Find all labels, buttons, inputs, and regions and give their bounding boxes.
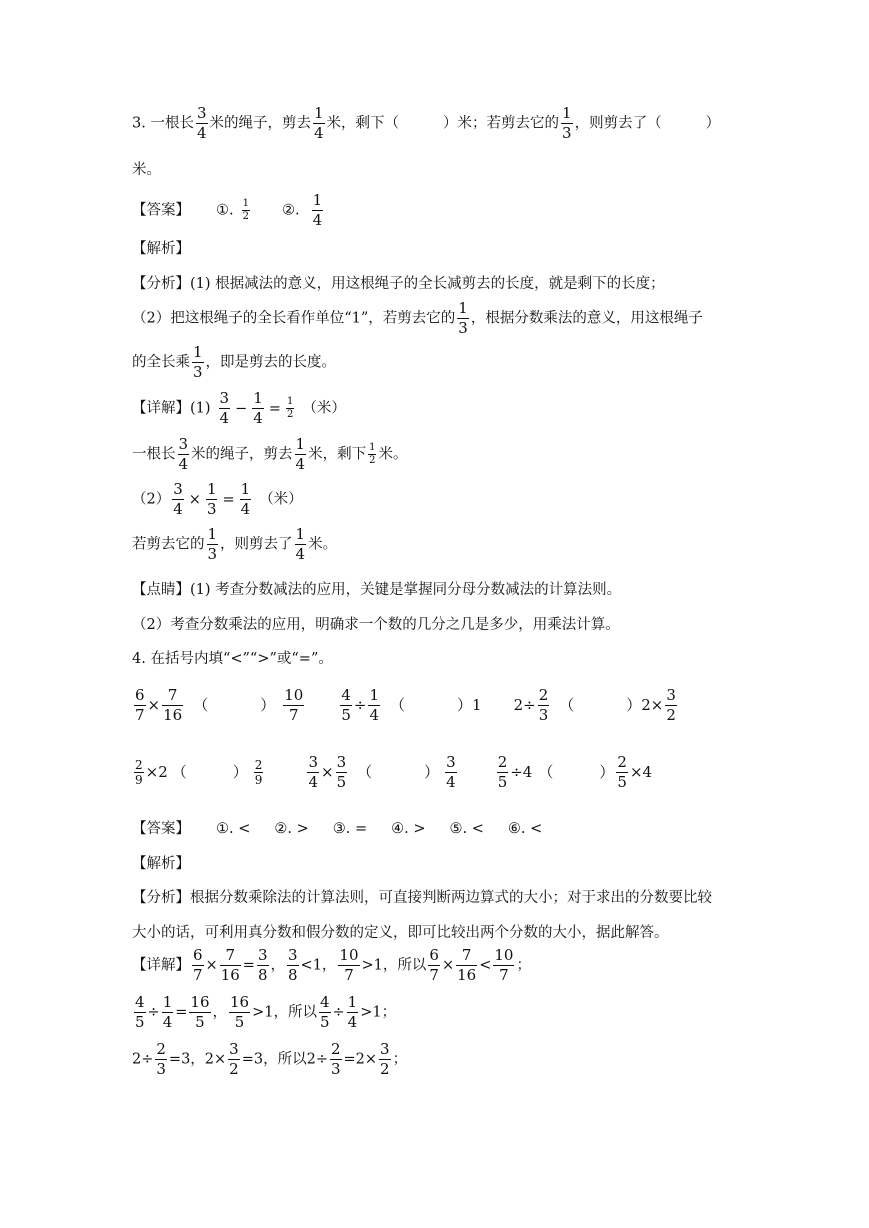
answer-2: ②. > (274, 821, 309, 837)
operator: × (147, 695, 161, 714)
fraction (338, 948, 359, 983)
denominator: 8 (257, 966, 268, 984)
operator: × (441, 957, 455, 974)
fraction (220, 948, 241, 983)
q4-item-4 (132, 758, 265, 787)
operator: ÷ (353, 695, 367, 714)
numerator: 3 (446, 753, 456, 771)
q3-answer-line (132, 193, 739, 228)
q4-answer-line (132, 817, 739, 838)
numerator: 2 (330, 1040, 341, 1058)
fraction (228, 1042, 240, 1077)
denominator: 7 (499, 966, 509, 984)
operator: × (205, 957, 218, 974)
equals-sign: = (268, 400, 281, 417)
operator: ÷ (332, 1004, 345, 1021)
fraction (219, 391, 231, 426)
fraction (368, 688, 380, 723)
fraction (379, 1042, 391, 1077)
q3-xiangjie-3 (132, 482, 739, 517)
fraction (178, 437, 190, 472)
denominator: 4 (162, 1013, 173, 1031)
denominator: 5 (617, 773, 627, 791)
fraction (493, 948, 514, 983)
text: 米，剩下（ (326, 115, 400, 132)
denominator: 2 (666, 706, 676, 724)
denominator: 3 (330, 1060, 341, 1078)
numerator: 10 (339, 946, 359, 964)
denominator: 4 (347, 1013, 358, 1031)
minus-sign: − (235, 400, 248, 417)
answer-label: 【答案】 (132, 202, 190, 219)
text: ； (516, 957, 531, 974)
denominator: 3 (458, 319, 468, 337)
text: =2× (343, 1051, 378, 1068)
unit: （米） (259, 491, 303, 508)
denominator: 4 (446, 773, 456, 791)
text: （2）把这根绳子的全长看作单位“1”，若剪去它的 (132, 310, 456, 327)
answer-2-mark: ②. (281, 202, 300, 219)
fraction (286, 397, 294, 420)
numerator: 4 (135, 993, 145, 1011)
numerator: 1 (347, 993, 358, 1011)
numerator: 1 (562, 104, 572, 122)
operator: ×2 (145, 762, 168, 781)
denominator: 9 (254, 773, 263, 787)
text: （2） (132, 491, 171, 508)
q4-detail-1 (132, 948, 739, 983)
numerator: 7 (220, 948, 241, 966)
fraction (307, 755, 319, 790)
numerator: 1 (312, 191, 323, 209)
answer-1-mark: ①. (216, 202, 234, 219)
denominator: 7 (344, 966, 354, 984)
fraction (368, 443, 376, 466)
denominator: 5 (195, 1013, 205, 1031)
fraction (172, 482, 184, 517)
text: ，则剪去了（ (574, 115, 662, 132)
numerator: 1 (295, 525, 306, 543)
numerator: 6 (193, 946, 203, 964)
numerator: 10 (284, 686, 304, 704)
detail-label: 【详解】(1) (132, 400, 211, 417)
text: ）米；若剪去它的 (443, 115, 560, 132)
paren-left: （ (193, 695, 209, 714)
paren-left: （ (538, 762, 554, 781)
denominator: 7 (193, 966, 203, 984)
denominator: 4 (314, 124, 324, 142)
q4-fenxi-2: 大小的话，可利用真分数和假分数的定义，即可比较出两个分数的大小，据此解答。 (132, 925, 669, 941)
numerator: 1 (193, 343, 203, 361)
denominator: 5 (319, 1013, 330, 1031)
denominator: 16 (457, 966, 477, 984)
fraction (428, 948, 440, 983)
numerator: 1 (369, 686, 380, 704)
denominator: 2 (242, 211, 249, 222)
numerator: 2 (254, 758, 263, 772)
denominator: 4 (369, 706, 380, 724)
fraction (192, 948, 204, 983)
fraction (134, 995, 146, 1030)
denominator: 4 (308, 773, 318, 791)
numerator: 3 (666, 686, 676, 704)
paren-right: ）1 (457, 695, 482, 714)
fraction (207, 527, 219, 562)
text: >1，所以 (361, 957, 427, 974)
q3-dianjing-1: 【点睛】(1) 考查分数减法的应用，关键是掌握同分母分数减法的计算法则。 (132, 582, 622, 598)
numerator: 2 (497, 753, 508, 771)
denominator: 2 (369, 455, 376, 466)
fraction (319, 995, 331, 1030)
numerator: 4 (341, 686, 351, 704)
numerator: 7 (162, 688, 183, 706)
numerator: 3 (196, 104, 207, 122)
fraction (287, 948, 299, 983)
numerator: 1 (314, 104, 324, 122)
fraction (134, 688, 146, 723)
q4-item-6 (495, 753, 653, 791)
fraction (155, 1042, 167, 1077)
text: >1，所以 (252, 1004, 317, 1021)
numerator: 3 (229, 1040, 239, 1058)
text: <1， (300, 957, 337, 974)
denominator: 5 (336, 773, 347, 791)
denominator: 5 (234, 1013, 245, 1031)
text: >1； (360, 1004, 397, 1021)
fraction (538, 688, 550, 723)
text: 2÷ (513, 695, 536, 714)
q3-prefix: 3. 一根长 (132, 115, 194, 132)
numerator: 7 (456, 948, 477, 966)
q3-question-line2: 米。 (132, 162, 161, 178)
denominator: 2 (229, 1060, 239, 1078)
equals-sign: = (222, 491, 235, 508)
fraction (134, 759, 144, 786)
fraction (254, 759, 264, 786)
fraction (240, 482, 252, 517)
q4-row-2 (132, 755, 739, 790)
text: ，则剪去了 (220, 536, 293, 553)
denominator: 3 (206, 500, 217, 518)
text: 米的绳子，剪去 (191, 446, 293, 463)
operator: < (479, 957, 492, 974)
denominator: 4 (196, 124, 207, 142)
operator: = (175, 1004, 188, 1021)
denominator: 4 (219, 409, 230, 427)
fraction (252, 391, 264, 426)
q3-fenxi-1: 【分析】(1) 根据减法的意义，用这根绳子的全长减剪去的长度，就是剩下的长度； (132, 276, 665, 292)
answer-4: ④. > (391, 821, 426, 837)
denominator: 16 (220, 966, 240, 984)
fraction (257, 948, 269, 983)
numerator: 16 (190, 993, 210, 1011)
denominator: 4 (240, 500, 251, 518)
denominator: 5 (341, 706, 351, 724)
numerator: 3 (380, 1040, 390, 1058)
denominator: 2 (286, 409, 294, 420)
fraction (192, 345, 204, 380)
unit: （米） (302, 400, 346, 417)
fraction (189, 995, 210, 1030)
text: 米。 (308, 536, 338, 553)
paren-left: （ (390, 695, 406, 714)
operator: ÷ (147, 1004, 160, 1021)
numerator: 2 (156, 1040, 166, 1058)
numerator: 3 (173, 480, 183, 498)
fraction (561, 106, 573, 141)
fraction (336, 755, 348, 790)
q3-fenxi-3 (132, 345, 739, 380)
text: ，根据分数乘法的意义，用这根绳子 (470, 310, 703, 327)
q4-detail-3 (132, 1042, 739, 1077)
text: 的全长乘 (132, 354, 190, 371)
numerator: 4 (319, 993, 330, 1011)
fraction (313, 106, 325, 141)
text: ； (392, 1051, 408, 1068)
numerator: 1 (206, 480, 217, 498)
q4-item-3 (513, 686, 679, 724)
denominator: 5 (135, 1013, 145, 1031)
operator: ×4 (629, 762, 653, 781)
operator: = (242, 957, 255, 974)
numerator: 3 (336, 753, 347, 771)
denominator: 4 (173, 500, 183, 518)
numerator: 6 (429, 946, 439, 964)
numerator: 3 (178, 435, 189, 453)
numerator: 1 (369, 442, 376, 453)
q4-row-1 (132, 688, 739, 723)
paren-right: ）2× (626, 695, 664, 714)
fraction (162, 995, 174, 1030)
answer-1: ①. < (216, 821, 251, 837)
denominator: 5 (497, 773, 508, 791)
fraction (497, 755, 509, 790)
paren-right: ） (424, 762, 440, 781)
paren-left: （ (559, 695, 575, 714)
q4-fenxi-1: 【分析】根据分数乘除法的计算法则，可直接判断两边算式的大小；对于求出的分数要比较 (132, 890, 712, 906)
q4-title: 4. 在括号内填“<”“>”或“=”。 (132, 651, 333, 667)
numerator: 1 (253, 389, 263, 407)
fraction (616, 755, 628, 790)
denominator: 3 (193, 363, 203, 381)
q3-fenxi-2 (132, 301, 739, 336)
denominator: 3 (562, 124, 572, 142)
paren-right: ） (599, 762, 615, 781)
q4-jiexi: 【解析】 (132, 856, 190, 872)
denominator: 8 (288, 966, 298, 984)
q4-detail-2 (132, 995, 739, 1030)
fraction (162, 688, 183, 723)
numerator: 2 (617, 753, 627, 771)
answer-1-fraction (242, 199, 250, 222)
paren-right: ） (260, 695, 276, 714)
denominator: 7 (289, 706, 299, 724)
fraction (206, 482, 218, 517)
text: ， (212, 1004, 227, 1021)
denominator: 3 (156, 1060, 166, 1078)
numerator: 1 (207, 525, 218, 543)
fraction (347, 995, 359, 1030)
denominator: 4 (178, 455, 189, 473)
denominator: 2 (380, 1060, 390, 1078)
text: 米，剩下 (308, 446, 367, 463)
text: 2÷ (132, 1051, 154, 1068)
fraction (330, 1042, 342, 1077)
q3-jiexi: 【解析】 (132, 241, 190, 257)
text: 米。 (378, 446, 408, 463)
fraction (295, 437, 307, 472)
q4-item-1 (132, 686, 306, 724)
denominator: 7 (135, 706, 145, 724)
fraction (283, 688, 304, 723)
denominator: 4 (253, 409, 263, 427)
denominator: 16 (163, 706, 183, 724)
text: 一根长 (132, 446, 176, 463)
numerator: 1 (240, 480, 251, 498)
times-sign: × (188, 491, 201, 508)
numerator: 1 (286, 396, 294, 407)
numerator: 16 (230, 993, 250, 1011)
denominator: 7 (429, 966, 439, 984)
answer-5: ⑤. < (449, 821, 484, 837)
paren-left: （ (171, 762, 187, 781)
fraction (445, 755, 457, 790)
text: ） (705, 115, 721, 132)
text: 米的绳子，剪去 (209, 115, 311, 132)
paren-right: ） (232, 762, 248, 781)
text: ，即是剪去的长度。 (205, 354, 337, 371)
fraction (340, 688, 352, 723)
q3-xiangjie-4 (132, 527, 739, 562)
operator: × (320, 762, 334, 781)
q3-dianjing-2: （2）考查分数乘法的应用，明确求一个数的几分之几是多少，用乘法计算。 (132, 617, 620, 633)
numerator: 1 (458, 299, 468, 317)
denominator: 3 (207, 545, 218, 563)
detail-label: 【详解】 (132, 957, 190, 974)
answer-6: ⑥. < (507, 821, 543, 837)
denominator: 4 (295, 545, 306, 563)
fraction (196, 106, 208, 141)
numerator: 2 (135, 758, 143, 772)
denominator: 4 (312, 211, 323, 229)
numerator: 1 (295, 435, 306, 453)
answer-label: 【答案】 (132, 821, 190, 837)
numerator: 3 (257, 946, 268, 964)
numerator: 3 (308, 753, 318, 771)
fraction (456, 948, 477, 983)
numerator: 1 (162, 993, 173, 1011)
fraction (665, 688, 677, 723)
operator: ÷4 (510, 762, 533, 781)
numerator: 1 (242, 198, 249, 209)
denominator: 3 (538, 706, 549, 724)
q3-xiangjie-1 (132, 391, 739, 426)
paren-left: （ (357, 762, 373, 781)
answer-3: ③. = (332, 821, 368, 837)
denominator: 4 (295, 455, 306, 473)
q4-item-5 (305, 753, 458, 791)
numerator: 10 (494, 946, 514, 964)
text: =3，2× (168, 1051, 227, 1068)
text: =3，所以2÷ (241, 1051, 328, 1068)
fraction (457, 301, 469, 336)
answer-2-fraction (312, 193, 324, 228)
numerator: 3 (288, 946, 298, 964)
fraction (229, 995, 250, 1030)
text: ， (270, 957, 285, 974)
q3-question-line1 (132, 106, 739, 141)
numerator: 6 (135, 686, 145, 704)
denominator: 9 (135, 773, 143, 787)
q4-item-2 (338, 686, 482, 724)
numerator: 2 (538, 686, 549, 704)
fraction (295, 527, 307, 562)
text: 若剪去它的 (132, 536, 205, 553)
q3-xiangjie-2 (132, 437, 739, 472)
numerator: 3 (219, 389, 230, 407)
